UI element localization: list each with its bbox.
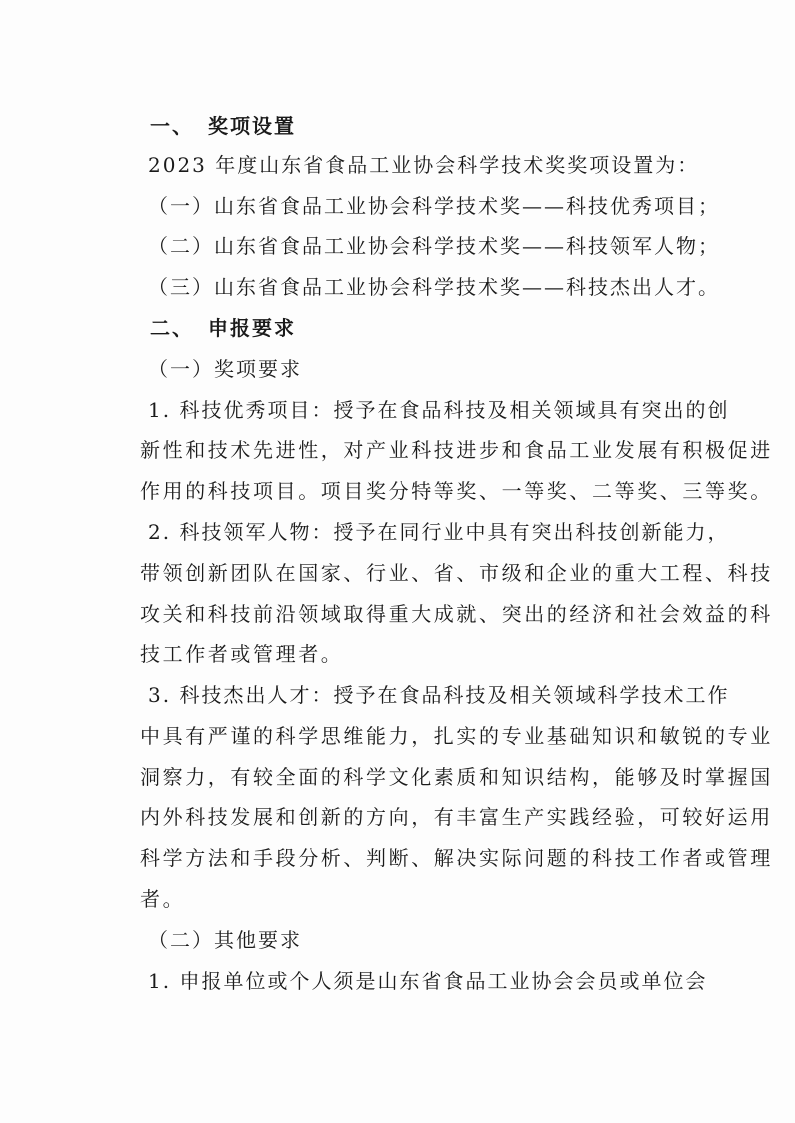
paragraph-3-line: 者。 bbox=[140, 887, 186, 911]
subsection-2-title: （二）其他要求 bbox=[148, 928, 302, 952]
paragraph-3-line: 中具有严谨的科学思维能力，扎实的专业基础知识和敏锐的专业 bbox=[140, 724, 773, 748]
paragraph-1-line: 新性和技术先进性，对产业科技进步和食品工业发展有积极促进 bbox=[140, 438, 773, 462]
award-item-3: （三）山东省食品工业协会科学技术奖——科技杰出人才。 bbox=[148, 275, 720, 299]
paragraph-1-line: 1. 科技优秀项目：授予在食品科技及相关领域具有突出的创 bbox=[148, 398, 730, 422]
section-2-heading bbox=[150, 308, 296, 348]
section-1-heading bbox=[150, 106, 296, 146]
section-2-title: 申报要求 bbox=[208, 316, 296, 340]
paragraph-4-line: 1. 申报单位或个人须是山东省食品工业协会会员或单位会 bbox=[148, 969, 708, 993]
paragraph-2-line: 2. 科技领军人物：授予在同行业中具有突出科技创新能力， bbox=[148, 520, 730, 544]
award-item-2: （二）山东省食品工业协会科学技术奖——科技领军人物； bbox=[148, 234, 720, 258]
section-1-number: 一、 bbox=[150, 114, 194, 138]
paragraph-1-line: 作用的科技项目。项目奖分特等奖、一等奖、二等奖、三等奖。 bbox=[140, 479, 773, 503]
paragraph-3-line: 3. 科技杰出人才：授予在食品科技及相关领域科学技术工作 bbox=[148, 683, 730, 707]
section-1-intro: 2023 年度山东省食品工业协会科学技术奖奖项设置为： bbox=[148, 153, 700, 177]
paragraph-3-line: 内外科技发展和创新的方向，有丰富生产实践经验，可较好运用 bbox=[140, 805, 773, 829]
paragraph-2-line: 攻关和科技前沿领域取得重大成就、突出的经济和社会效益的科 bbox=[140, 602, 773, 626]
paragraph-2-line: 技工作者或管理者。 bbox=[140, 642, 344, 666]
paragraph-2-line: 带领创新团队在国家、行业、省、市级和企业的重大工程、科技 bbox=[140, 561, 773, 585]
paragraph-3-line: 洞察力，有较全面的科学文化素质和知识结构，能够及时掌握国 bbox=[140, 765, 773, 789]
subsection-1-title: （一）奖项要求 bbox=[148, 357, 302, 381]
paragraph-3-line: 科学方法和手段分析、判断、解决实际问题的科技工作者或管理 bbox=[140, 846, 773, 870]
section-1-title: 奖项设置 bbox=[208, 114, 296, 138]
award-item-1: （一）山东省食品工业协会科学技术奖——科技优秀项目； bbox=[148, 194, 720, 218]
section-2-number: 二、 bbox=[150, 316, 194, 340]
